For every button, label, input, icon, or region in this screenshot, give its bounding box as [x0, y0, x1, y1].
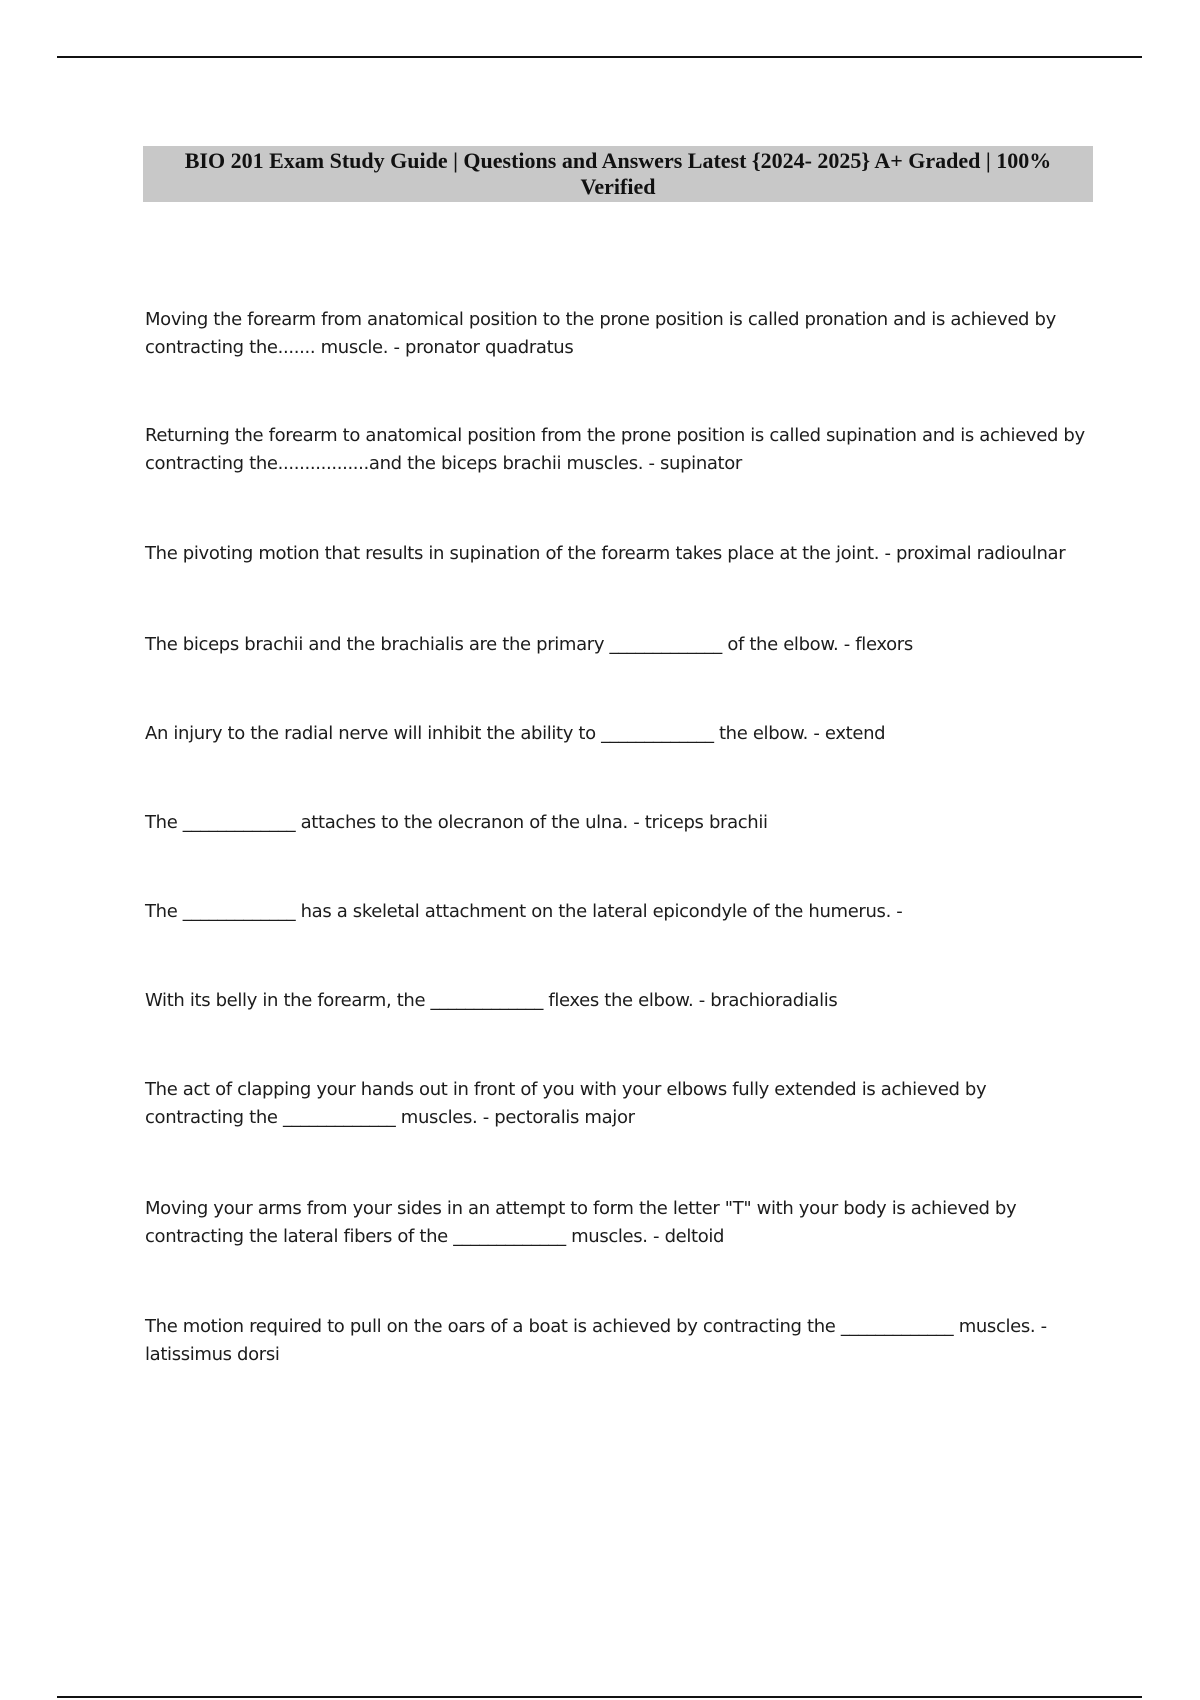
question-item: The pivoting motion that results in supination of the forearm takes place at the joint. - proximal radioulnar	[145, 543, 1066, 564]
question-item: With its belly in the forearm, the _____________ flexes the elbow. - brachioradialis	[145, 990, 838, 1011]
question-item: Returning the forearm to anatomical position from the prone position is called supination and is achieved by contracting the.................and the biceps brachii muscles. - supinator	[145, 425, 1085, 474]
question-item: The motion required to pull on the oars of a boat is achieved by contracting the _____________ muscles. - latissimus dorsi	[145, 1316, 1047, 1365]
document-title: BIO 201 Exam Study Guide | Questions and Answers Latest {2024- 2025} A+ Graded | 100% Verified	[143, 146, 1093, 202]
question-item: The _____________ has a skeletal attachment on the lateral epicondyle of the humerus. -	[145, 901, 903, 922]
top-rule	[57, 56, 1142, 58]
bottom-rule	[57, 1696, 1142, 1698]
question-item: Moving your arms from your sides in an attempt to form the letter "T" with your body is achieved by contracting the lateral fibers of the _____________ muscles. - deltoid	[145, 1198, 1017, 1247]
question-item: The biceps brachii and the brachialis are the primary _____________ of the elbow. - flexors	[145, 634, 913, 655]
question-item: An injury to the radial nerve will inhibit the ability to _____________ the elbow. - extend	[145, 723, 886, 744]
question-item: The _____________ attaches to the olecranon of the ulna. - triceps brachii	[145, 812, 768, 833]
question-list	[145, 306, 1085, 1369]
question-item: Moving the forearm from anatomical position to the prone position is called pronation and is achieved by contracting the....... muscle. - pronator quadratus	[145, 309, 1056, 358]
question-item: The act of clapping your hands out in front of you with your elbows fully extended is achieved by contracting the _____________ muscles. - pectoralis major	[145, 1079, 987, 1128]
